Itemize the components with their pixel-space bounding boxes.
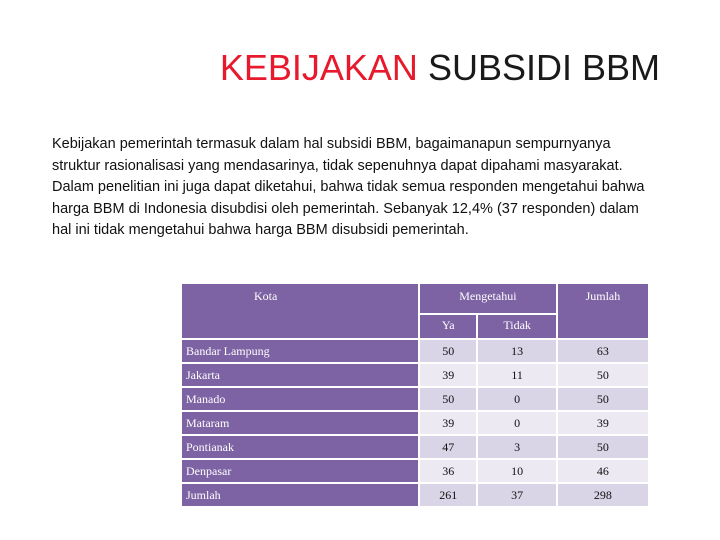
cell-ya: 39 [420,412,476,434]
table-row [182,364,648,386]
cell-ya: 261 [420,484,476,506]
table-row [182,412,648,434]
cell-jumlah: 50 [558,436,648,458]
cell-tidak: 11 [478,364,555,386]
cell-jumlah: 50 [558,388,648,410]
cell-jumlah: 63 [558,340,648,362]
header-ya: Ya [420,315,476,338]
cell-kota: Denpasar [182,460,418,482]
title-rest: SUBSIDI BBM [427,47,660,88]
table-row [182,388,648,410]
title-accent: KEBIJAKAN [219,47,418,88]
cell-jumlah: 50 [558,364,648,386]
cell-ya: 39 [420,364,476,386]
header-mengetahui: Mengetahui [420,284,556,313]
data-table [180,282,650,508]
cell-kota: Jakarta [182,364,418,386]
cell-ya: 47 [420,436,476,458]
slide-title [220,46,660,90]
cell-jumlah: 39 [558,412,648,434]
cell-ya: 36 [420,460,476,482]
table-row-total [182,484,648,506]
cell-tidak: 10 [478,460,555,482]
table-row [182,460,648,482]
header-kota: Kota [182,284,418,338]
header-tidak: Tidak [478,315,555,338]
cell-tidak: 13 [478,340,555,362]
cell-jumlah: 46 [558,460,648,482]
cell-tidak: 3 [478,436,555,458]
cell-kota: Pontianak [182,436,418,458]
cell-ya: 50 [420,340,476,362]
cell-tidak: 37 [478,484,555,506]
table-row [182,340,648,362]
cell-kota: Manado [182,388,418,410]
cell-tidak: 0 [478,412,555,434]
cell-ya: 50 [420,388,476,410]
cell-kota: Jumlah [182,484,418,506]
header-jumlah: Jumlah [558,284,648,338]
cell-jumlah: 298 [558,484,648,506]
cell-kota: Bandar Lampung [182,340,418,362]
body-paragraph: Kebijakan pemerintah termasuk dalam hal subsidi BBM, bagaimanapun sempurnyanya struktur rasionalisasi yang mendasarinya, tidak sepenuhnya dapat dipahami masyarakat. Dalam penelitian ini juga dapat diketahui, bahwa tidak semua responden mengetahui bahwa harga BBM di Indonesia disubdisi oleh pemerintah. Sebanyak 12,4% (37 responden) dalam hal ini tidak mengetahui bahwa harga BBM disubsidi pemerintah. [52,136,645,239]
table-row [182,436,648,458]
cell-kota: Mataram [182,412,418,434]
cell-tidak: 0 [478,388,555,410]
